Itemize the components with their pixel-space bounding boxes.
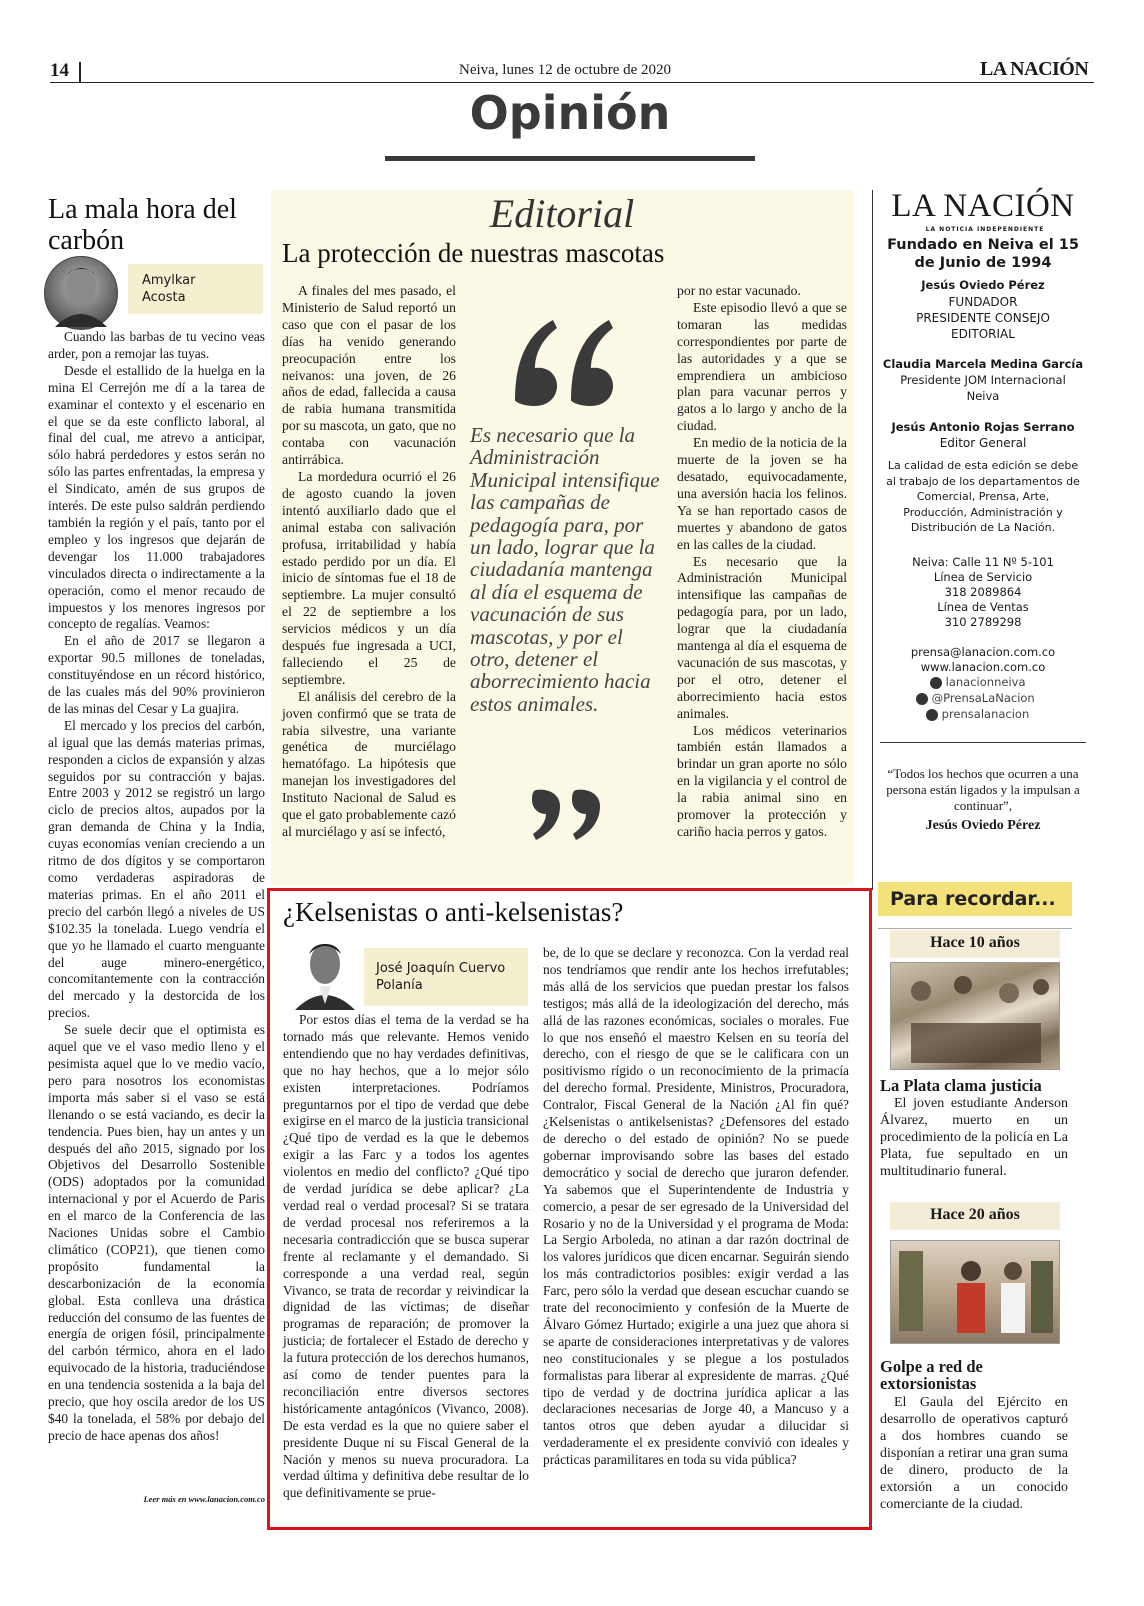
founded-line: Fundado en Neiva el 15 de Junio de 1994 xyxy=(887,237,1079,271)
header-rule xyxy=(50,82,1094,83)
recordar-photo-2 xyxy=(890,1240,1060,1344)
left-author: Amylkar Acosta xyxy=(142,273,196,305)
person-2-name: Claudia Marcela Medina García xyxy=(882,357,1084,371)
address: Neiva: Calle 11 Nº 5-101 xyxy=(912,555,1054,569)
masthead-box-logo: LA NACIÓN xyxy=(891,188,1075,224)
editorial-column-3 xyxy=(677,283,847,841)
kelsen-column-1 xyxy=(283,1012,529,1502)
open-quote-icon xyxy=(505,310,625,420)
editorial-paragraph: En medio de la noticia de la muerte de la joven se ha desatado, equivocadamente, una aversión hacia los felinos. Ya se han reportado casos de muertes y abandono de gatos en las calles de la ciudad. xyxy=(677,435,847,552)
editorial-paragraph: Es necesario que la Administración Municipal intensifique las campañas de pedagogía para, por un lado, lograr que la ciudadanía mantenga al día el esquema de vacunación de sus mascotas, y por el otro, detener el aborrecimiento hacia estos animales. xyxy=(677,553,847,721)
instagram-icon xyxy=(926,709,938,721)
kelsen-paragraph: Por estos días el tema de la verdad se ha tornado más que relevante. Hemos venido entendiendo que no hay verdades definitivas, que no hay hechos, que a lo mejor sólo existen interpretaciones. Podríamos preguntarnos por el tipo de verdad que debe exigirse en el marco de la justicia transicional ¿Qué tipo de verdad es la que le debemos exigir a las Farc y a todos los agentes violentos en medio del conflicto? ¿Qué tipo de verdad jurídica se debe aplicar? ¿La verdad real o verdad procesal? Si se tratara de verdad procesal nos referiremos a la necesaria contradicción que se busca superar frente al reclamante y el demandado. Si corresponde a una verdad real, según Vivanco, se trata de recordar y reivindicar la dignidad de las víctimas; de diseñar programas de reparación; de promover la justicia; de fortalecer el Estado de derecho y la futura protección de los derechos humanos, así como de tender puentes para la reconciliación entre diversos sectores históricamente antagónicos (Vivanco, 2008). De esta verdad es la que no quiere saber el presidente Duque ni su Fiscal General de la Nación y menos su nueva procuradora. La verdad última y definitiva debe resultar de lo que definitivamente se prue- xyxy=(283,1012,529,1501)
person-3-name: Jesús Antonio Rojas Serrano xyxy=(891,420,1075,434)
service-phone: 318 2089864 xyxy=(944,585,1022,599)
recordar-item-label: Hace 20 años xyxy=(930,1206,1020,1223)
recordar-header xyxy=(878,882,1072,916)
sales-phone: 310 2789298 xyxy=(944,615,1022,629)
email-link[interactable]: prensa@lanacion.com.co xyxy=(910,645,1056,659)
editorial-pullquote: Es necesario que la Administración Municipal intensifique las campañas de pedagogía para, por un lado, lograr que la ciudadanía mantenga al día el esquema de vacunación de sus mascotas, y por el otro, detener el aborrecimiento hacia estos animales. xyxy=(470,423,660,716)
editorial-paragraph: Los médicos veterinarios también están llamados a brindar un gran aporte no sólo en la vigilancia y el control de la rabia animal sino en promover la protección y cariño hacia perros y gatos. xyxy=(677,722,847,839)
recordar-photo-1 xyxy=(890,962,1060,1070)
person-1-role: FUNDADOR PRESIDENTE CONSEJO EDITORIAL xyxy=(916,295,1050,341)
recordar-title: Para recordar... xyxy=(890,888,1056,910)
close-quote-icon xyxy=(530,786,606,844)
left-author-photo xyxy=(44,256,118,330)
service-label: Línea de Servicio xyxy=(933,570,1033,584)
kelsen-column-2 xyxy=(543,945,849,1469)
twitter-row[interactable] xyxy=(916,691,1035,705)
arrest-photo-icon xyxy=(891,1241,1059,1343)
facebook-row[interactable] xyxy=(930,675,1026,689)
read-more-link[interactable]: Leer más en www.lanacion.com.co xyxy=(143,1494,265,1504)
left-byline-box xyxy=(128,264,263,314)
editorial-title: La protección de nuestras mascotas xyxy=(282,238,665,268)
funeral-crowd-photo-icon xyxy=(891,963,1059,1069)
facebook-icon xyxy=(930,677,942,689)
sales-label: Línea de Ventas xyxy=(937,600,1029,614)
masthead-divider xyxy=(880,742,1086,743)
kelsen-byline-box xyxy=(364,948,528,1006)
masthead-tagline: LA NOTICIA INDEPENDIENTE xyxy=(925,226,1045,233)
right-column-divider xyxy=(872,190,873,890)
kelsen-paragraph: be, de lo que se declare y reconozca. Con la verdad real nos tendríamos que rendir ante los hechos irrefutables; más allá de los servicios que puedan prestar los falsos testigos; más allá de la ideologización del derecho, más allá de las razones económicas, sociales o morales. Fue lo que nos enseñó el maestro Kelsen en su teoría del derecho, con el riesgo de que se le calificara con un positivismo rígido o un reconocimiento de la primacía del derecho formal. Presidente, Ministros, Procuradora, Contralor, Fiscal General de la Nación ¿Al fin qué? ¿Kelsenistas o antikelsenistas? ¿Defensores del estado de derecho o del estado de opinión? No se puede gobernar improvisando sobre las bases del estado democrático y social de derecho que juraron defender. Ya sabemos que el Superintendente de Industria y comercio, a pesar de ser egresado de la Universidad del Rosario y no de la Universidad y el programa de Moda: La Sergio Arboleda, no atinan a dar razón doctrinal de los valores jurídicos que dicen encarnar. Seguirán siendo los más contradictorios posibles: exigir verdad a las Farc, pero sólo la verdad que desean escuchar cuando se trate del reconocimiento y confesión de la Muerte de Álvaro Gómez Hurtado; exigirle a una juez que ahora si se aparte de consideraciones interpretativas y de valores neo constitucionales y se plegue a los postulados formalistas para liberar al expresidente de marras. ¿Qué tipo de verdad y de doctrina jurídica aplicar a las declaraciones necesarias de Jorge 40, a Mancuso y a tantos otros que deben ayudar a dilucidar si verdaderamente el ex presidente convivió con ideales y prácticas paramilitares en toda su vida pública? xyxy=(543,945,849,1468)
section-underline xyxy=(385,156,755,161)
recordar-headline: Golpe a red de extorsionistas xyxy=(880,1357,983,1393)
editorial-paragraph: Este episodio llevó a que se tomaran las medidas correspondientes por parte de las autoridades y a que se emprendiera un ambicioso plan para vacunar perros y gatos a lo largo y ancho de la ciudad. xyxy=(677,299,847,434)
instagram-handle: prensalanacion xyxy=(941,707,1030,721)
editorial-label: Editorial xyxy=(489,191,635,236)
twitter-handle: @PrensaLaNacion xyxy=(931,691,1035,705)
left-paragraph: Se suele decir que el optimista es aquel que ve el vaso medio lleno y el pesimista aquel que lo ve medio vacío, pero para nosotros los economistas importa más saber si el vaso se está llenando o se está vaciando, es decir la tendencia. Pues bien, hay un antes y un después del año 2015, signado por los Objetivos del Desarrollo Sostenible (ODS) adoptados por la comunidad internacional y por el Acuerdo de Paris en el marco de la Conferencia de las Naciones Unidas sobre el Cambio climático (COP21), que tienen como propósito fundamental la descarbonización de la economía global. Esta conlleva una drástica reducción del consumo de las fuentes de energía de origen fósil, principalmente del carbón térmico, ahora en el lado equivocado de la historia, traduciéndose en una tendencia sostenida a la baja del precio, que hoy oscila aredor de los US $40 la tonelada, el 58% por debajo del precio de hace apenas dos años! xyxy=(48,1022,265,1443)
person-2-role: Presidente JOM Internacional Neiva xyxy=(900,373,1066,403)
kelsen-author: José Joaquín Cuervo Polanía xyxy=(376,961,506,993)
left-paragraph: Cuando las barbas de tu vecino veas arder, pon a remojar las tuyas. xyxy=(48,329,265,361)
person-3-role: Editor General xyxy=(939,436,1027,450)
editorial-paragraph: El análisis del cerebro de la joven confirmó que se trata de rabia silvestre, una variante genética de murciélago hematófago. La hipótesis que manejan los investigadores del Instituto Nacional de Salud es que el gato probablemente cazó al murciélago y así se infectó, xyxy=(282,688,456,839)
editorial-paragraph: La mordedura ocurrió el 26 de agosto cuando la joven intentó auxiliarlo dado que el animal estaba con salivación profusa, irritabilidad y había estado perdido por un día. El inicio de síntomas fue el 18 de septiembre. La mujer consultó el 22 de septiembre a los servicios médicos y un día después fue ingresada a UCI, falleciendo el 25 de septiembre. xyxy=(282,468,456,687)
page-number-divider xyxy=(79,62,81,82)
quality-note: La calidad de esta edición se debe al trabajo de los departamentos de Comercial, Prensa, Arte, Producción, Administración y Distribución de La Nación. xyxy=(886,459,1080,534)
page-number: 14 xyxy=(50,60,69,81)
recordar-item-label: Hace 10 años xyxy=(930,934,1020,951)
recordar-headline: La Plata clama justicia xyxy=(880,1076,1042,1095)
editorial-column-1 xyxy=(282,283,456,841)
editorial-paragraph: por no estar vacunado. xyxy=(677,283,801,298)
avatar-face-icon xyxy=(291,934,359,1010)
facebook-handle: lanacionneiva xyxy=(945,675,1026,689)
left-paragraph: Desde el estallido de la huelga en la mina El Cerrejón me dí a la tarea de examinar el contexto y el escenario en el que se da este conflicto laboral, al final del cual, me atrevo a anticipar, sólo habrá perdedores y estos serán no sólo las partes enfrentadas, la empresa y el Sindicato, amén de sus grupos de interés. De este pulso saldrán perdiendo también la región y el país, tanto por el empleo y los ingresos que dejarán de devengar los 11.000 trabajadores vinculados directa o indirectamente a la operación, como el menor recaudo de impuestos y los menores ingresos por concepto de regalías. Veamos: xyxy=(48,362,265,632)
instagram-row[interactable] xyxy=(926,707,1029,721)
avatar-face-icon xyxy=(45,257,117,329)
dateline: Neiva, lunes 12 de octubre de 2020 xyxy=(458,62,672,78)
web-link[interactable]: www.lanacion.com.co xyxy=(920,660,1046,674)
twitter-icon xyxy=(916,693,928,705)
left-paragraph: En el año de 2017 se llegaron a exportar 90.5 millones de toneladas, constituyéndose en un récord histórico, de las cuales más del 90% provinieron de las minas del Cesar y La guajira. xyxy=(48,633,265,716)
masthead-logo: LA NACIÓN xyxy=(980,58,1089,80)
left-article-body xyxy=(48,329,265,1445)
person-1-name: Jesús Oviedo Pérez xyxy=(921,278,1045,292)
recordar-text: El joven estudiante Anderson Álvarez, muerto en un procedimiento de la policía en La Plata, fue sepultado en un multitudinario funeral. xyxy=(880,1096,1068,1179)
left-article-title: La mala hora del carbón xyxy=(48,194,237,256)
recordar-rule xyxy=(878,928,1072,929)
kelsen-title: ¿Kelsenistas o anti-kelsenistas? xyxy=(283,897,624,927)
recordar-text: El Gaula del Ejército en desarrollo de operativos capturó a dos hombres cuando se disponían a retirar una gran suma de dinero, producto de la extorsión a un conocido comerciante de la ciudad. xyxy=(880,1395,1068,1512)
kelsen-author-photo xyxy=(291,934,359,1010)
left-paragraph: El mercado y los precios del carbón, al igual que las demás materias primas, responden a ciclos de expansión y alzas seguidos por su contracción y bajas. Entre 2003 y 2012 se registró un largo ciclo de precios altos, aupados por la gran demanda de China y la India, cuyas economías venían creciendo a un ritmo de dos dígitos y se comportaron como verdaderas aspiradoras de materias primas. En el año 2011 el precio del carbón llegó a niveles de US $102.35 la tonelada. Luego vendría el que yo he llamado el cuarto menguante del auge minero-energético, concomitantemente con la contracción del mercado y la destorcida de los precios. xyxy=(48,717,265,1021)
editorial-paragraph: A finales del mes pasado, el Ministerio de Salud reportó un caso que con el pasar de los días ha venido generando preocupación entre los neivanos: una joven, de 26 años de edad, fallecida a causa de rabia humana transmitida por su mascota, un gato, que no contaba con vacunación antirrábica. xyxy=(282,283,456,468)
motto-author: Jesús Oviedo Pérez xyxy=(925,818,1041,833)
section-title: Opinión xyxy=(469,86,671,140)
motto-quote: “Todos los hechos que ocurren a una persona están ligados y la impulsan a continuar”, xyxy=(886,766,1080,813)
